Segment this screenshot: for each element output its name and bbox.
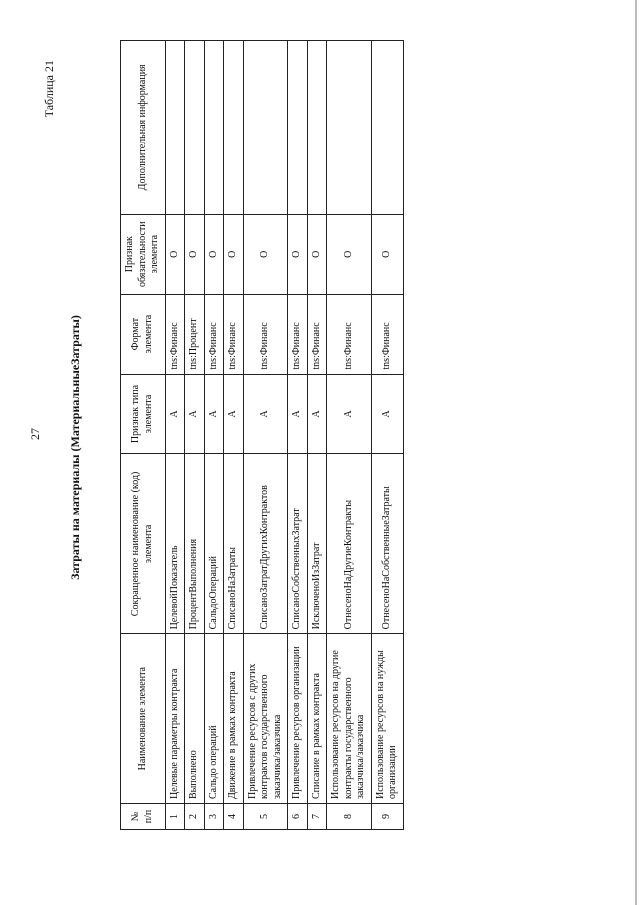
cell-code: ЦелевойПоказатель [165,454,185,634]
cell-code: СальдоОпераций [204,454,224,634]
cell-format: tns:Финанс [307,294,327,374]
cell-name: Привлечение ресурсов с других контрактов государственного заказчика/заказчика [243,634,288,804]
cell-code: СписаноЗатратДругихКонтрактов [243,454,288,634]
cell-format: tns:Финанс [165,294,185,374]
page-number: 27 [28,428,42,440]
cell-required: О [224,214,244,294]
cell-name: Списание в рамках контракта [307,634,327,804]
table-header-row [121,41,166,830]
cell-info [307,41,327,215]
cell-type: А [327,374,372,454]
cell-type: А [243,374,288,454]
header-format: Формат элемента [121,294,166,374]
cell-required: О [327,214,372,294]
cell-name: Сальдо операций [204,634,224,804]
table-row [243,41,288,830]
cell-name: Целевые параметры контракта [165,634,185,804]
table-row [224,41,244,830]
header-num: № п/п [121,804,166,830]
cell-info [224,41,244,215]
cell-code: ПроцентВыполнения [185,454,205,634]
cell-format: tns:Финанс [224,294,244,374]
cell-required: О [185,214,205,294]
cell-info [243,41,288,215]
cell-num: 7 [307,804,327,830]
cell-name: Движение в рамках контракта [224,634,244,804]
cell-num: 1 [165,804,185,830]
cell-format: tns:Финанс [371,294,403,374]
cell-required: О [204,214,224,294]
cell-info [165,41,185,215]
cell-num: 8 [327,804,372,830]
cell-num: 9 [371,804,403,830]
table-row [307,41,327,830]
cell-format: tns:Финанс [243,294,288,374]
cell-type: А [224,374,244,454]
cell-num: 4 [224,804,244,830]
cell-num: 6 [288,804,308,830]
cell-format: tns:Финанс [327,294,372,374]
elements-table [120,40,404,830]
table-row [327,41,372,830]
cell-code: СписаноСобственныхЗатрат [288,454,308,634]
cell-name: Выполнено [185,634,205,804]
table-row [288,41,308,830]
cell-name: Использование ресурсов на нужды организации [371,634,403,804]
table-row [185,41,205,830]
rotated-content [0,15,640,880]
cell-required: О [371,214,403,294]
cell-code: СписаноНаЗатраты [224,454,244,634]
table-row [371,41,403,830]
cell-num: 3 [204,804,224,830]
cell-required: О [165,214,185,294]
cell-info [185,41,205,215]
cell-type: А [204,374,224,454]
cell-info [288,41,308,215]
cell-type: А [185,374,205,454]
cell-type: А [371,374,403,454]
cell-name: Использование ресурсов на другие контракты государственного заказчика/заказчика [327,634,372,804]
header-required: Признак обязательности элемента [121,214,166,294]
table-row [165,41,185,830]
cell-name: Привлечение ресурсов организации [288,634,308,804]
cell-type: А [288,374,308,454]
cell-info [327,41,372,215]
cell-code: ОтнесеноНаСобственныеЗатраты [371,454,403,634]
header-type: Признак типа элемента [121,374,166,454]
cell-type: А [165,374,185,454]
cell-code: ИсключеноИзЗатрат [307,454,327,634]
header-name: Наименование элемента [121,634,166,804]
cell-format: tns:Финанс [288,294,308,374]
header-info: Дополнительная информация [121,41,166,215]
cell-required: О [243,214,288,294]
cell-type: А [307,374,327,454]
cell-info [204,41,224,215]
cell-num: 2 [185,804,205,830]
cell-info [371,41,403,215]
cell-format: tns:Финанс [204,294,224,374]
cell-required: О [307,214,327,294]
table-title: Затраты на материалы (МатериальныеЗатраты) [68,315,82,580]
table-caption: Таблица 21 [42,60,56,118]
cell-code: ОтнесеноНаДругиеКонтракты [327,454,372,634]
cell-format: tns:Процент [185,294,205,374]
header-code: Сокращенное наименование (код) элемента [121,454,166,634]
cell-required: О [288,214,308,294]
cell-num: 5 [243,804,288,830]
table-row [204,41,224,830]
